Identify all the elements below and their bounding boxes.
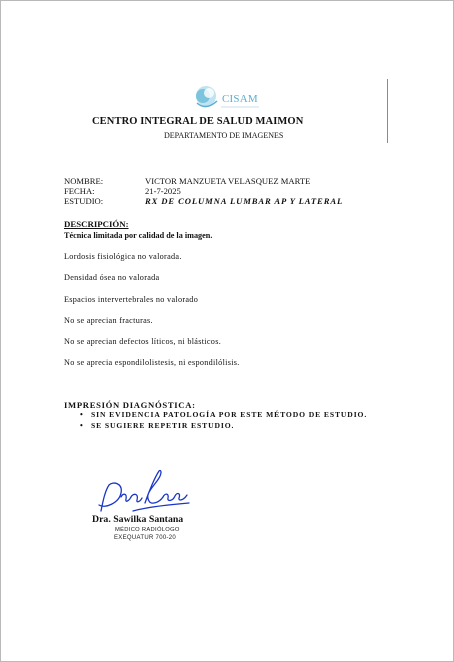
- finding-item: Espacios intervertebrales no valorado: [64, 295, 199, 304]
- finding-item: Densidad ósea no valorada: [64, 273, 160, 282]
- center-name: CENTRO INTEGRAL DE SALUD MAIMON: [92, 116, 304, 127]
- bullet-icon: •: [80, 410, 84, 419]
- finding-item: No se aprecian fracturas.: [64, 316, 153, 325]
- date-label: FECHA:: [64, 186, 95, 196]
- study-name: RX DE COLUMNA LUMBAR AP Y LATERAL: [145, 196, 344, 206]
- study-date: 21-7-2025: [145, 186, 181, 196]
- name-label: NOMBRE:: [64, 176, 104, 186]
- description-title: DESCRIPCIÓN:: [64, 219, 129, 229]
- impression-text: SE SUGIERE REPETIR ESTUDIO.: [91, 421, 235, 430]
- impression-list: [80, 409, 367, 431]
- finding-item: No se aprecian defectos líticos, ni blásticos.: [64, 337, 222, 346]
- finding-item: No se aprecia espondilolistesis, ni espondilólisis.: [64, 358, 240, 367]
- finding-item: Lordosis fisiológica no valorada.: [64, 252, 182, 261]
- impression-title: IMPRESIÓN DIAGNÓSTICA:: [64, 400, 196, 410]
- bullet-icon: •: [80, 421, 84, 430]
- department-name: DEPARTAMENTO DE IMAGENES: [164, 131, 284, 140]
- logo-text: CISAM: [222, 93, 258, 105]
- margin-divider: [387, 79, 388, 143]
- impression-item: [80, 409, 367, 420]
- handwritten-signature-icon: [93, 467, 193, 515]
- impression-item: [80, 420, 367, 431]
- impression-text: SIN EVIDENCIA PATOLOGÍA POR ESTE MÉTODO DE ESTUDIO.: [91, 410, 368, 419]
- doctor-role: MÉDICO RADIÓLOGO: [115, 527, 180, 533]
- doctor-name: Dra. Sawilka Santana: [92, 514, 184, 525]
- study-label: ESTUDIO:: [64, 196, 104, 206]
- doctor-exequatur: EXEQUATUR 700-20: [114, 535, 177, 541]
- technique-note: Técnica limitada por calidad de la imagen.: [64, 231, 213, 240]
- patient-name: VICTOR MANZUETA VELASQUEZ MARTE: [145, 176, 311, 186]
